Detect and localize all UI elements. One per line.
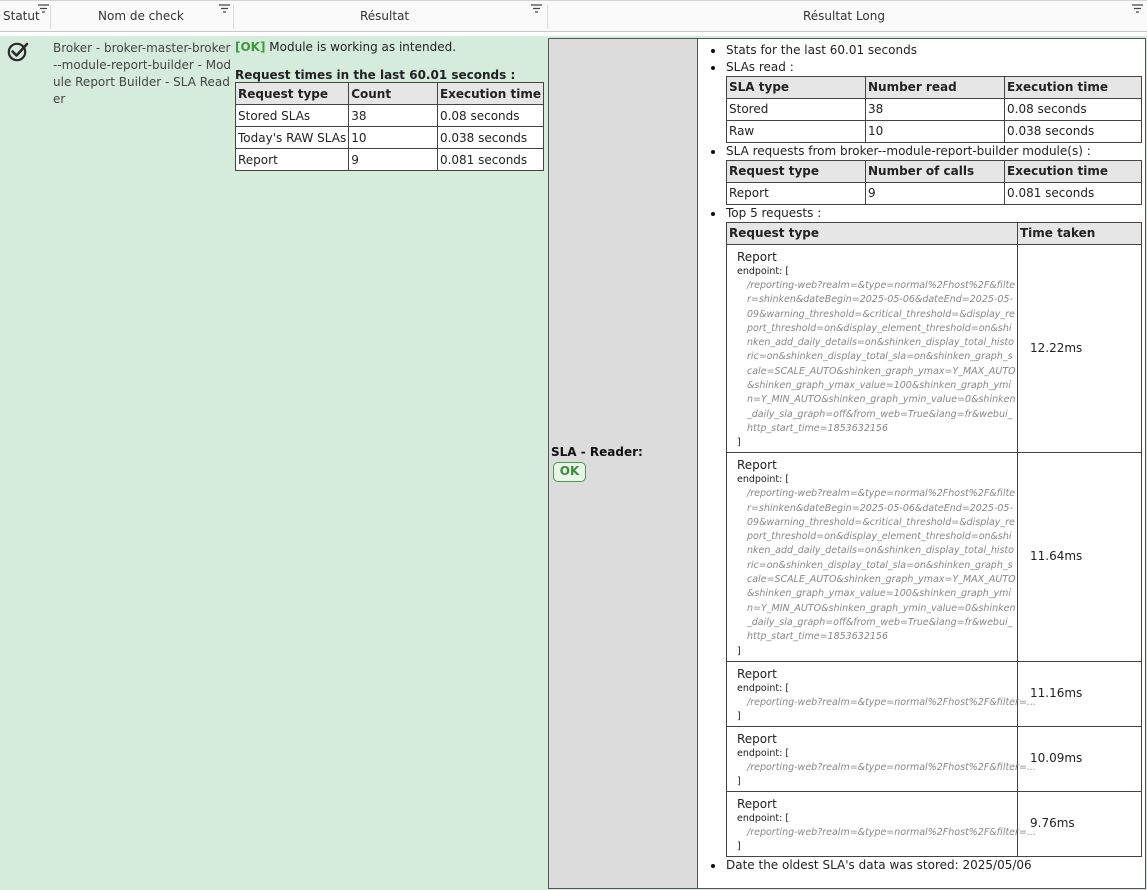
sla-requests-label: SLA requests from broker--module-report-builder module(s) : <box>726 144 1091 158</box>
table-row <box>236 105 544 127</box>
time-taken: 11.16ms <box>1018 661 1142 726</box>
col-header-resultat-label: Résultat <box>360 9 410 23</box>
endpoint-close: ] <box>737 840 741 852</box>
table-cell: 0.038 seconds <box>1005 121 1142 143</box>
endpoint-label: endpoint: [ <box>737 812 790 824</box>
table-row <box>727 99 1142 121</box>
table-row <box>236 127 544 149</box>
table-cell: 38 <box>349 105 438 127</box>
top5-label: Top 5 requests : <box>726 206 822 220</box>
col-header-resultat-long[interactable] <box>548 1 1147 32</box>
table-row <box>727 121 1142 143</box>
table-cell: 10 <box>349 127 438 149</box>
table-cell: Report <box>236 149 349 171</box>
table-header-cell: Number of calls <box>866 161 1005 183</box>
table-header <box>0 0 1147 32</box>
list-item <box>699 42 1145 59</box>
result-cell <box>235 40 545 171</box>
table-header-cell: SLA type <box>727 77 866 99</box>
oldest-sla-line: Date the oldest SLA's data was stored: 2025/05/06 <box>726 857 1032 872</box>
endpoint-url: /reporting-web?realm=&type=normal%2Fhost%2F&filter=... <box>747 761 1036 773</box>
check-circle-icon <box>7 40 29 62</box>
table-cell: 0.08 seconds <box>1005 99 1142 121</box>
slas-read-table <box>726 76 1142 143</box>
list-item <box>699 143 1145 205</box>
table-header-cell: Request type <box>727 161 866 183</box>
endpoint-label: endpoint: [ <box>737 747 790 759</box>
table-header-cell: Request type <box>727 223 1018 245</box>
long-result-label-pane <box>549 39 698 888</box>
col-header-statut-label: Statut <box>3 9 40 23</box>
table-cell: 9 <box>349 149 438 171</box>
table-row <box>727 661 1142 726</box>
table-cell: Report <box>727 183 866 205</box>
col-header-resultat-long-label: Résultat Long <box>803 9 885 23</box>
stats-line: Stats for the last 60.01 seconds <box>726 43 917 57</box>
filter-icon[interactable] <box>531 4 542 14</box>
endpoint-url: /reporting-web?realm=&type=normal%2Fhost%2F&filter=shinken&dateBegin=2025-05-06&dateEnd=2025-05-09&warning_threshold=&critical_threshold=&display_report_threshold=on&display_element_threshold=on&shinken_add_daily_details=on&shinken_display_total_historic=on&shinken_display_total_sla=on&shinken_graph_scale=SCALE_AUTO&shinken_graph_ymax=Y_MAX_AUTO&shinken_graph_ymax_value=100&shinken_graph_ymin=Y_MIN_AUTO&shinken_graph_ymin_value=0&shinken_daily_sla_graph=off&from_web=True&lang=fr&webui_http_start_time=1853632156 <box>747 488 1016 643</box>
endpoint-label: endpoint: [ <box>737 474 790 486</box>
table-header-cell: Execution time <box>437 83 543 105</box>
long-result-content <box>699 39 1145 888</box>
table-header-cell: Execution time <box>1005 161 1142 183</box>
request-cell <box>727 245 1018 453</box>
endpoint-label: endpoint: [ <box>737 682 790 694</box>
request-type: Report <box>737 250 777 264</box>
result-ok-tag: [OK] <box>235 40 266 54</box>
time-taken: 11.64ms <box>1018 453 1142 661</box>
time-taken: 9.76ms <box>1018 791 1142 856</box>
time-taken: 10.09ms <box>1018 726 1142 791</box>
request-cell <box>727 791 1036 856</box>
sla-requests-table <box>726 160 1142 205</box>
request-type: Report <box>737 458 777 473</box>
table-cell: 10 <box>866 121 1005 143</box>
list-item <box>699 205 1145 857</box>
endpoint-url: /reporting-web?realm=&type=normal%2Fhost%2F&filter=... <box>747 696 1036 708</box>
request-cell <box>727 661 1036 726</box>
check-name[interactable]: Broker - broker-master-broker--module-report-builder - Module Report Builder - SLA Reader <box>53 41 232 106</box>
table-row <box>727 245 1142 453</box>
request-times-title: Request times in the last 60.01 seconds : <box>235 68 516 82</box>
long-result-list <box>699 42 1145 874</box>
table-row <box>236 149 544 171</box>
list-item <box>699 857 1145 874</box>
table-cell: Stored SLAs <box>236 105 349 127</box>
sla-reader-label: SLA - Reader: <box>551 445 643 459</box>
table-row <box>727 453 1142 661</box>
col-header-nom[interactable] <box>51 1 232 32</box>
table-header-cell: Count <box>349 83 438 105</box>
table-header-cell: Request type <box>236 83 349 105</box>
table-header-cell: Number read <box>866 77 1005 99</box>
table-cell: Stored <box>727 99 866 121</box>
request-type: Report <box>737 796 777 811</box>
table-cell: 9 <box>866 183 1005 205</box>
table-cell: 0.081 seconds <box>437 149 543 171</box>
table-row <box>727 726 1142 791</box>
col-header-statut[interactable] <box>0 1 50 32</box>
time-taken: 12.22ms <box>1018 245 1142 453</box>
table-cell: 0.081 seconds <box>1005 183 1142 205</box>
top5-table <box>726 222 1142 857</box>
filter-icon[interactable] <box>219 4 230 14</box>
endpoint-close: ] <box>737 437 741 449</box>
table-header-cell: Execution time <box>1005 77 1142 99</box>
table-cell: 0.038 seconds <box>437 127 543 149</box>
filter-icon[interactable] <box>1132 4 1143 14</box>
table-cell: 38 <box>866 99 1005 121</box>
table-cell: Raw <box>727 121 866 143</box>
table-header-cell: Time taken <box>1018 223 1142 245</box>
endpoint-close: ] <box>737 710 741 722</box>
table-cell: Today's RAW SLAs <box>236 127 349 149</box>
status-badge: OK <box>553 462 586 482</box>
col-header-nom-label: Nom de check <box>98 9 184 23</box>
col-header-resultat[interactable] <box>234 1 546 32</box>
endpoint-close: ] <box>737 645 741 657</box>
filter-icon[interactable] <box>38 4 49 14</box>
request-times-table <box>235 82 544 171</box>
result-text: Module is working as intended. <box>265 40 457 54</box>
table-cell: 0.08 seconds <box>437 105 543 127</box>
list-item <box>699 59 1145 143</box>
endpoint-url: /reporting-web?realm=&type=normal%2Fhost%2F&filter=shinken&dateBegin=2025-05-06&dateEnd=2025-05-09&warning_threshold=&critical_threshold=&display_report_threshold=on&display_element_threshold=on&shinken_add_daily_details=on&shinken_display_total_historic=on&shinken_display_total_sla=on&shinken_graph_scale=SCALE_AUTO&shinken_graph_ymax=Y_MAX_AUTO&shinken_graph_ymax_value=100&shinken_graph_ymin=Y_MIN_AUTO&shinken_graph_ymin_value=0&shinken_daily_sla_graph=off&from_web=True&lang=fr&webui_http_start_time=1853632156 <box>747 280 1016 434</box>
table-row <box>727 791 1142 856</box>
slas-read-label: SLAs read : <box>726 60 794 74</box>
table-row <box>727 183 1142 205</box>
request-cell <box>727 453 1018 661</box>
endpoint-url: /reporting-web?realm=&type=normal%2Fhost%2F&filter=... <box>747 826 1036 838</box>
request-type: Report <box>737 666 777 681</box>
request-type: Report <box>737 731 777 746</box>
request-cell <box>727 726 1036 791</box>
result-summary <box>235 40 545 54</box>
endpoint-label: endpoint: [ <box>737 266 790 277</box>
endpoint-close: ] <box>737 775 741 787</box>
long-result-panel <box>548 38 1146 889</box>
